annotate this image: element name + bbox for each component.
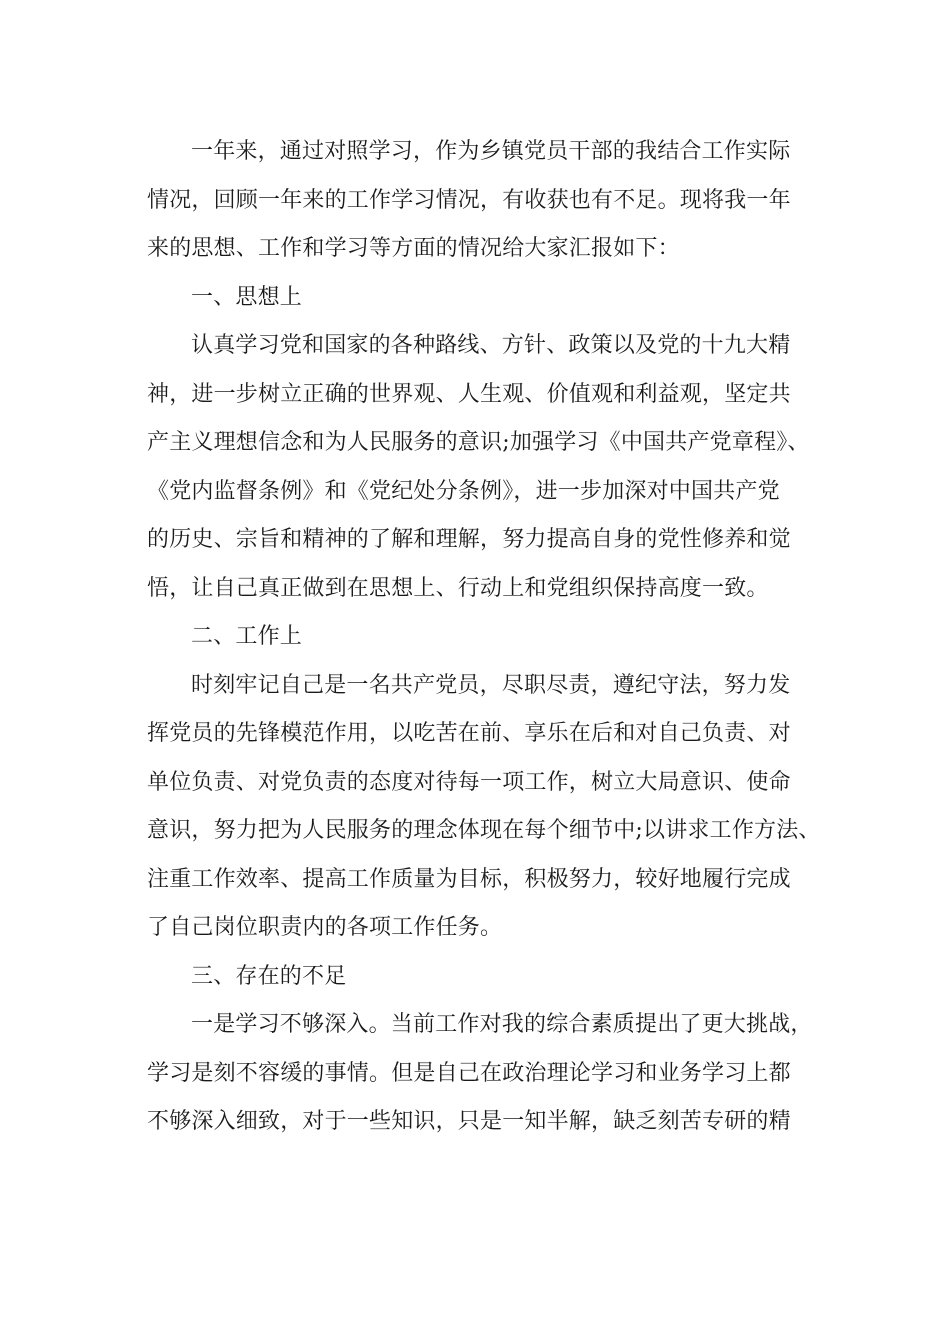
paragraph-shortcomings-line-2: 学习是刻不容缓的事情。但是自己在政治理论学习和业务学习上都 bbox=[147, 1060, 791, 1086]
paragraph-shortcomings-line-3: 不够深入细致，对于一些知识，只是一知半解，缺乏刻苦专研的精 bbox=[147, 1109, 791, 1134]
paragraph-intro-line-3: 来的思想、工作和学习等方面的情况给大家汇报如下： bbox=[147, 236, 680, 261]
paragraph-work-line-2: 挥党员的先锋模范作用，以吃苦在前、享乐在后和对自己负责、对 bbox=[147, 721, 791, 746]
paragraph-thought-line-2: 神，进一步树立正确的世界观、人生观、价值观和利益观，坚定共 bbox=[147, 381, 791, 407]
paragraph-thought-line-6: 悟，让自己真正做到在思想上、行动上和党组织保持高度一致。 bbox=[147, 575, 769, 601]
paragraph-work-line-6: 了自己岗位职责内的各项工作任务。 bbox=[147, 915, 503, 940]
document-body bbox=[147, 128, 827, 1147]
paragraph-work-line-3: 单位负责、对党负责的态度对待每一项工作，树立大局意识、使命 bbox=[147, 769, 791, 795]
paragraph-intro-line-1: 一年来，通过对照学习，作为乡镇党员干部的我结合工作实际 bbox=[191, 139, 791, 164]
paragraph-thought-line-3: 产主义理想信念和为人民服务的意识;加强学习《中国共产党章程》、 bbox=[147, 430, 810, 455]
section-heading-shortcomings: 三、存在的不足 bbox=[191, 963, 347, 989]
paragraph-work-line-5: 注重工作效率、提高工作质量为目标，积极努力，较好地履行完成 bbox=[147, 866, 791, 892]
section-heading-work: 二、工作上 bbox=[191, 624, 303, 649]
paragraph-thought-line-5: 的历史、宗旨和精神的了解和理解，努力提高自身的党性修养和觉 bbox=[147, 527, 791, 552]
paragraph-thought-line-4: 《党内监督条例》和《党纪处分条例》，进一步加深对中国共产党 bbox=[147, 478, 780, 504]
paragraph-thought-line-1: 认真学习党和国家的各种路线、方针、政策以及党的十九大精 bbox=[191, 333, 791, 358]
paragraph-intro-line-2: 情况，回顾一年来的工作学习情况，有收获也有不足。现将我一年 bbox=[147, 187, 791, 213]
paragraph-work-line-4: 意识，努力把为人民服务的理念体现在每个细节中;以讲求工作方法、 bbox=[147, 818, 821, 843]
paragraph-shortcomings-line-1: 一是学习不够深入。当前工作对我的综合素质提出了更大挑战， bbox=[191, 1012, 813, 1037]
section-heading-thought: 一、思想上 bbox=[191, 284, 303, 310]
paragraph-work-line-1: 时刻牢记自己是一名共产党员，尽职尽责，遵纪守法，努力发 bbox=[191, 672, 791, 698]
